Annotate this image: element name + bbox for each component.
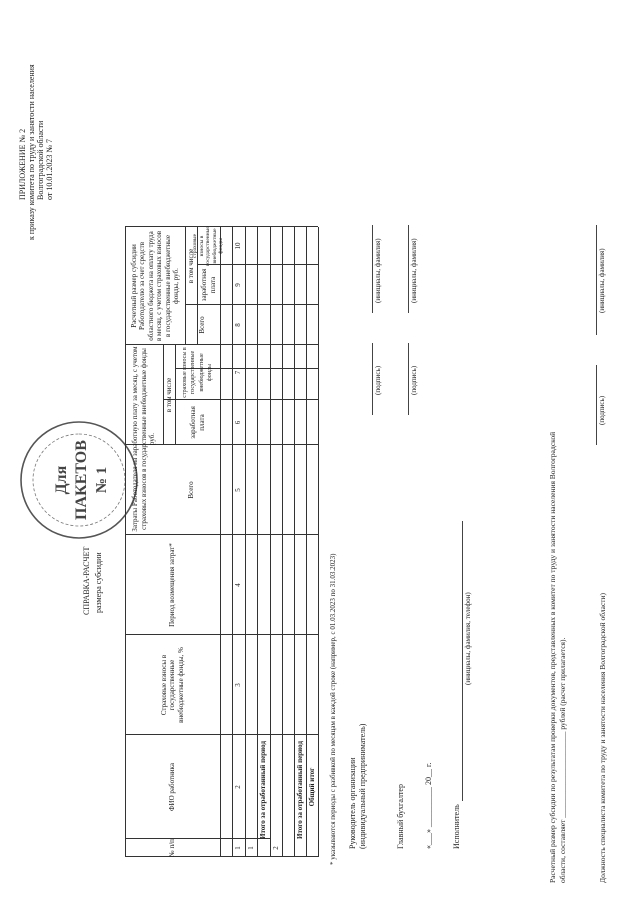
appendix-block	[18, 30, 54, 240]
appendix-line1: к приказу комитета по труду и занятости населения	[27, 64, 36, 240]
colnum-4: 4	[234, 583, 243, 587]
head-sign-caption: (подпись)	[374, 365, 382, 395]
colnum-10: 10	[234, 242, 243, 250]
header-calc-wage: заработная плата	[200, 268, 217, 302]
header-calc: Расчетный размер субсидии Работодателю за счет средств областного бюджета на оплату труда в месяц, с учетом страховых взносов в государственные внебюджетные фонды, руб.	[129, 230, 180, 342]
executor-caption: (инициалы, фамилия, телефон)	[464, 592, 472, 685]
header-calc-ins: страховые взносы в государственные внебюджетные фонды	[192, 226, 225, 266]
appendix-title: ПРИЛОЖЕНИЕ № 2	[18, 128, 27, 200]
header-rate: Страховые взносы в государственные внебюджетные фонды, %	[159, 647, 185, 723]
header-costs-incl: в том числе	[164, 377, 173, 413]
executor-label: Исполнитель	[452, 804, 461, 849]
header-calc-incl: в том числе	[186, 248, 195, 284]
stamp-line2: ПАКЕТОВ	[73, 440, 90, 520]
header-num: № п/п	[168, 839, 177, 857]
appendix-line2: Волгоградской области	[36, 120, 45, 200]
colnum-9: 9	[234, 283, 243, 287]
header-period: Период возмещения затрат*	[168, 543, 177, 627]
date-line: «___» __________ 20__ г.	[424, 762, 433, 849]
stamp-line1: Для	[53, 465, 70, 495]
head-label-1: Руководитель организации	[348, 757, 357, 849]
table-row-grand-total: Общий итог	[307, 767, 316, 807]
footnote: * указываются периоды с разбивкой по месяцам в каждой строке (например, с 01.03.2023 по 31.03.2023)	[329, 553, 337, 865]
verify-line-1: Расчетный размер субсидии по результатам проверки документов, представленных в комитет по труду и занятости населения Волгоградской	[548, 431, 557, 883]
colnum-1: 1	[234, 846, 243, 850]
accountant-label: Главный бухгалтер	[396, 784, 405, 849]
table-row-1-num: 1	[246, 846, 255, 850]
verify-line-2: области, составляет _______________________ рублей (расчет прилагается).	[558, 637, 567, 883]
table-row-2-num: 2	[271, 846, 280, 850]
verify-line-3: Должность специалиста комитета по труду и занятости населения Волгоградской области)	[598, 592, 607, 883]
doc-subtitle: размера субсидии	[94, 552, 103, 613]
appendix-line3: от 10.01.2023 № 7	[45, 138, 54, 200]
stamp-line3: № 1	[94, 466, 110, 494]
accountant-sign-caption: (подпись)	[410, 365, 418, 395]
verify-initials-caption: (инициалы, фамилия)	[598, 248, 606, 313]
colnum-7: 7	[234, 370, 243, 375]
colnum-5: 5	[234, 488, 243, 492]
header-costs-total: Всего	[187, 481, 196, 499]
header-calc-total: Всего	[198, 316, 207, 334]
colnum-8: 8	[234, 323, 243, 327]
header-fio: ФИО работника	[168, 763, 177, 811]
header-costs: Затраты Работодателя на заработную плату за месяц, с учетом страховых взносов в государственные внебюджетные фонды руб.	[131, 346, 157, 532]
header-costs-wage: заработная плата	[189, 406, 206, 439]
header-costs-ins: страховые взносы в государственные внебюджетные фонды	[181, 347, 213, 398]
colnum-6: 6	[234, 420, 243, 425]
head-label-2: (индивидуальный предприниматель)	[358, 723, 367, 849]
table-row-subtotal-1: Итого за отработанный период	[259, 741, 268, 839]
accountant-initials-caption: (инициалы, фамилия)	[410, 238, 418, 303]
head-initials-caption: (инициалы, фамилия)	[374, 238, 382, 303]
colnum-2: 2	[234, 785, 243, 789]
verify-sign-caption: (подпись)	[598, 395, 606, 425]
doc-title: СПРАВКА-РАСЧЕТ	[82, 546, 91, 615]
table-row-subtotal-2: Итого за отработанный период	[295, 741, 304, 839]
colnum-3: 3	[234, 683, 243, 687]
